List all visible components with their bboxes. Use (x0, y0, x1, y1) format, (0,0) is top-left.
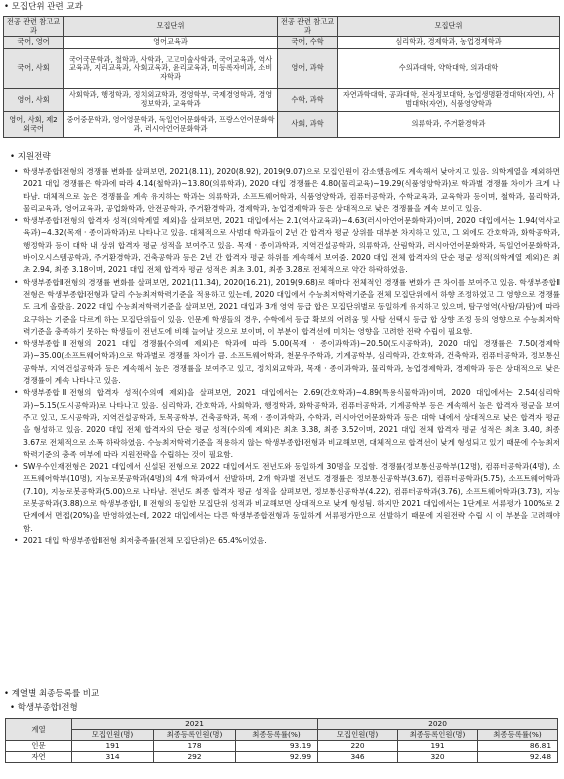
section-title-registration: • 계열별 최종등록률 비교 (4, 689, 100, 699)
cell: 93.19 (236, 741, 318, 752)
strategy-paragraph: • 학생부종합Ⅰ전형의 경쟁률 변화를 살펴보면, 2021(8.11), 2020(8.92), 2019(9.07)으로 모집인원이 감소했음에도 계속해서 낮아지고 있음. 의학계열을 제외하면 2021 대입 경쟁률은 학과에 따라 4.14(철학과)~13.80(의류학과), 2020 대입 경쟁률은 4.80(물리교육)~19.29(식품영양학과)로 학과별 경쟁률 차이가 크게 나타남. 대체적으로 높은 경쟁률을 계속 유지하는 학과는 의류학과, 소프트웨어학과, 식품영양학과, 컴퓨터공학과, 수학교육과, 교육학과 등이며, 철학과, 물리학과, 물리교육과, 영어교육과, 공업화학과, 안전공학과, 주거환경학과, 경제학과, 농업경제학과 등은 상대적으로 낮은 경쟁률을 계속 보이고 있음. (14, 166, 560, 215)
cell: 92.99 (236, 752, 318, 763)
cell: 191 (398, 741, 478, 752)
table-subheader-row (6, 730, 558, 741)
section-title-subjects: • 모집단위 관련 교과 (4, 2, 83, 12)
col-header: 모집단위 (338, 17, 560, 37)
units-cell: 자연과학대학, 공과대학, 전자정보대학, 농업생명환경대학(자연), 사범대학(자연), 식품영양학과 (338, 89, 560, 112)
subject-cell: 국어, 영어 (4, 37, 64, 49)
year-header: 2020 (318, 719, 558, 730)
table-header-row (4, 17, 560, 37)
cell: 92.48 (478, 752, 558, 763)
col-header: 전공 관련 참고교과 (278, 17, 338, 37)
strategy-paragraph: • 학생부종합Ⅰ전형의 합격자 성적(의학계열 제외)을 살펴보면, 2021 대입에서는 2.1(역사교육과)~4.63(러시아언어문화학과)이며, 2020 대입에서는 1.94(역사교육과)~4.32(목재 · 종이과학과)로 나타나고 있음. 대체적으로 사범대 학과들이 2년 간 합격자 평균 상위를 대부분 차지하고 있고, 그 외에도 간호학과, 화학공학과, 행정학과 등이 대학 내 상위 합격자 평균 성적을 보여주고 있음. 목재 · 종이과학과, 지역건설공학과, 의류학과, 산림학과, 러시아언어문화학과, 독일언어문화학과, 바이오시스템공학과, 주거환경학과, 건축공학과 등은 2년 간 합격자 평균 하위를 계속해서 보여줌. 2020 대입 전체 합격자의 단순 평균 성적(의학계열 제외)은 최초 2.94, 최종 3.18이며, 2021 대입 전체 합격자 평균 성적은 최초 3.01, 최종 3.28로 전체적으로 약간 하락하였음. (14, 215, 560, 276)
strategy-paragraph: • 2021 대입 학생부종합Ⅱ전형 최저충족률(전체 모집단위)은 65.4%이었음. (14, 535, 560, 547)
strategy-paragraph: • 학생부종합Ⅱ전형의 경쟁률 변화를 살펴보면, 2021(11.34), 2020(16.21), 2019(9.68)로 해마다 전체적인 경쟁률 변화가 큰 차이를 보여주고 있음. 학생부종합Ⅱ전형은 학생부종합Ⅰ전형과 달리 수능최저학력기준을 적용하고 있는데, 2020 대입에서 수능최저학력기준을 전체 모집단위에서 하향 조정하였고 그 영향으로 경쟁률도 크게 올랐음. 2022 대입 수능최저학력기준을 살펴보면, 2021 대입과 3개 영역 등급 합은 모집단위별로 동일하게 유지하고 있으며, 탐구영역(사탐/과탐)에 따라 요구하는 기준을 다르게 하는 모집단위들이 있음. 인문계 학생들의 경우, 수학에서 등급 확보의 어려움 및 사탐 선택시 등급 합 상향 조정 등의 영향으로 수능최저학력기준을 충족하기 못하는 학생들이 전년도에 비해 늘어날 것으로 보이며, 이 부분이 합격선에 미치는 영향을 고려한 전략 수립이 필요함. (14, 277, 560, 338)
year-header: 2021 (72, 719, 318, 730)
subject-cell: 영어, 사회, 제2외국어 (4, 112, 64, 138)
units-cell: 수의과대학, 약학대학, 의과대학 (338, 49, 560, 89)
cell: 86.81 (478, 741, 558, 752)
table-row (6, 741, 558, 752)
units-cell: 의류학과, 주거환경학과 (338, 112, 560, 138)
units-cell: 영어교육과 (64, 37, 278, 49)
table-row (4, 89, 560, 112)
col-header: 모집인원(명) (72, 730, 154, 741)
units-cell: 국어국문학과, 철학과, 사학과, 고고미술사학과, 국어교육과, 역사교육과, 지리교육과, 사회교육과, 윤리교육과, 미등록자비과, 소비자학과 (64, 49, 278, 89)
strategy-paragraph: • SW우수인재전형은 2021 대입에서 신설된 전형으로 2022 대입에서도 전년도와 동일하게 30명을 모집함. 경쟁률(정보통신공학부(12명), 컴퓨터공학과(4명), 소프트웨어학부(10명), 지능로봇공학과(4명)의 4개 학과에서 선발하며, 2개 학과별 전년도 경쟁률은 정보통신공학부(3.67), 컴퓨터공학과(5.75), 소프트웨어학과(7.10), 지능로봇공학과(5.00)으로 나타남. 전년도 최종 합격자 평균 성적을 살펴보면, 정보통신공학부(4.22), 컴퓨터공학과(3.76), 소프트웨어학과(3.73), 지능로봇공학과(3.88)으로 학생부종합Ⅰ, Ⅱ 전형의 동일한 모집단위 성적과 비교해보면 상대적으로 낮게 형성됨. 하지만 2021 대입에서는 1단계로 서류평가 100%로 2단계에서 면접(20%)을 반영하였는데, 2022 대입에서는 다른 학생부종합전형과 동일하게 서류평가만으로 선발하기 때문에 지원전략 수립 시 이 부분을 고려해야 함. (14, 461, 560, 535)
col-header: 모집인원(명) (318, 730, 398, 741)
col-header: 최종등록률(%) (478, 730, 558, 741)
subsection-title: • 학생부종합Ⅰ전형 (10, 703, 78, 713)
col-header: 최종등록인원(명) (398, 730, 478, 741)
units-cell: 중어중문학과, 영어영문학과, 독일언어문화학과, 프랑스언어문화학과, 러시아언어문화학과 (64, 112, 278, 138)
cell: 320 (398, 752, 478, 763)
section-title-strategy: • 지원전략 (10, 152, 51, 162)
col-header: 전공 관련 참고교과 (4, 17, 64, 37)
table-row (6, 752, 558, 763)
cell: 314 (72, 752, 154, 763)
subject-cell: 국어, 수학 (278, 37, 338, 49)
col-header: 계열 (6, 719, 72, 741)
subject-cell: 사회, 과학 (278, 112, 338, 138)
table-row (4, 49, 560, 89)
col-header: 최종등록률(%) (236, 730, 318, 741)
col-header: 최종등록인원(명) (154, 730, 236, 741)
cell: 346 (318, 752, 398, 763)
cell: 220 (318, 741, 398, 752)
table-header-row (6, 719, 558, 730)
subjects-table (3, 16, 560, 138)
cell: 292 (154, 752, 236, 763)
subject-cell: 영어, 사회 (4, 89, 64, 112)
table-row (4, 37, 560, 49)
strategy-paragraph: • 학생부종합Ⅱ전형의 2021 대입 경쟁률(수의예 제외)은 학과에 따라 5.00(목재 · 종이과학과)~20.50(도시공학과), 2020 대입 경쟁률은 7.50(경제학과)~35.00(소프트웨어학과)으로 학과별로 경쟁률 차이가 큼. 소프트웨어학과, 천문우주학과, 기계공학부, 심리학과, 간호학과, 건축학과, 컴퓨터공학과, 정보통신공학부, 지역건설공학과 등은 계속해서 높은 경쟁률을 보여주고 있고, 정치외교학과, 목재 · 종이과학과, 물리학과, 농업경제학과, 경제학과 등은 상대적으로 낮은 경쟁률이 계속 나타나고 있음. (14, 338, 560, 387)
registration-table (5, 718, 558, 763)
units-cell: 사회학과, 행정학과, 정치외교학과, 경영학부, 국제경영학과, 경영정보학과, 교육학과 (64, 89, 278, 112)
subject-cell: 영어, 과학 (278, 49, 338, 89)
subject-cell: 국어, 사회 (4, 49, 64, 89)
col-header: 모집단위 (64, 17, 278, 37)
strategy-paragraph: • 학생부종합Ⅱ전형의 합격자 성적(수의예 제외)을 살펴보면, 2021 대입에서는 2.69(간호학과)~4.89(특용식물학과)이며, 2020 대입에서는 2.54(심리학과)~5.15(도시공학과)로 나타나고 있음. 심리학과, 간호학과, 사회학과, 행정학과, 화학공학과, 컴퓨터공학과, 기계공학부 등은 계속해서 높은 합격자 평균을 보여주고 있고, 도시공학과, 지역건설공학과, 토목공학부, 건축공학과, 목재 · 종이과학과, 수학과, 러시아언어문화학과 등은 대학 내에서 상대적으로 낮은 합격자 평균을 형성하고 있음. 2020 대입 전체 합격자의 단순 평균 성적(수의예 제외)은 최초 3.38, 최종 3.52이며, 2021 대입 전체 합격자 평균 성적은 최초 3.40, 최종 3.67로 전체적으로 소폭 하락하였음. 수능최저학력기준을 적용하지 않는 학생부종합Ⅰ전형과 비교해보면, 대체적으로 합격선이 낮게 형성되고 있기 때문에 수능최저학력기준의 충족 여부에 따라 지원전략을 수립하는 것이 필요함. (14, 387, 560, 461)
cell: 191 (72, 741, 154, 752)
row-label: 자연 (6, 752, 72, 763)
row-label: 인문 (6, 741, 72, 752)
units-cell: 심리학과, 경제학과, 농업경제학과 (338, 37, 560, 49)
table-row (4, 112, 560, 138)
subject-cell: 수학, 과학 (278, 89, 338, 112)
strategy-list (14, 166, 560, 547)
cell: 178 (154, 741, 236, 752)
